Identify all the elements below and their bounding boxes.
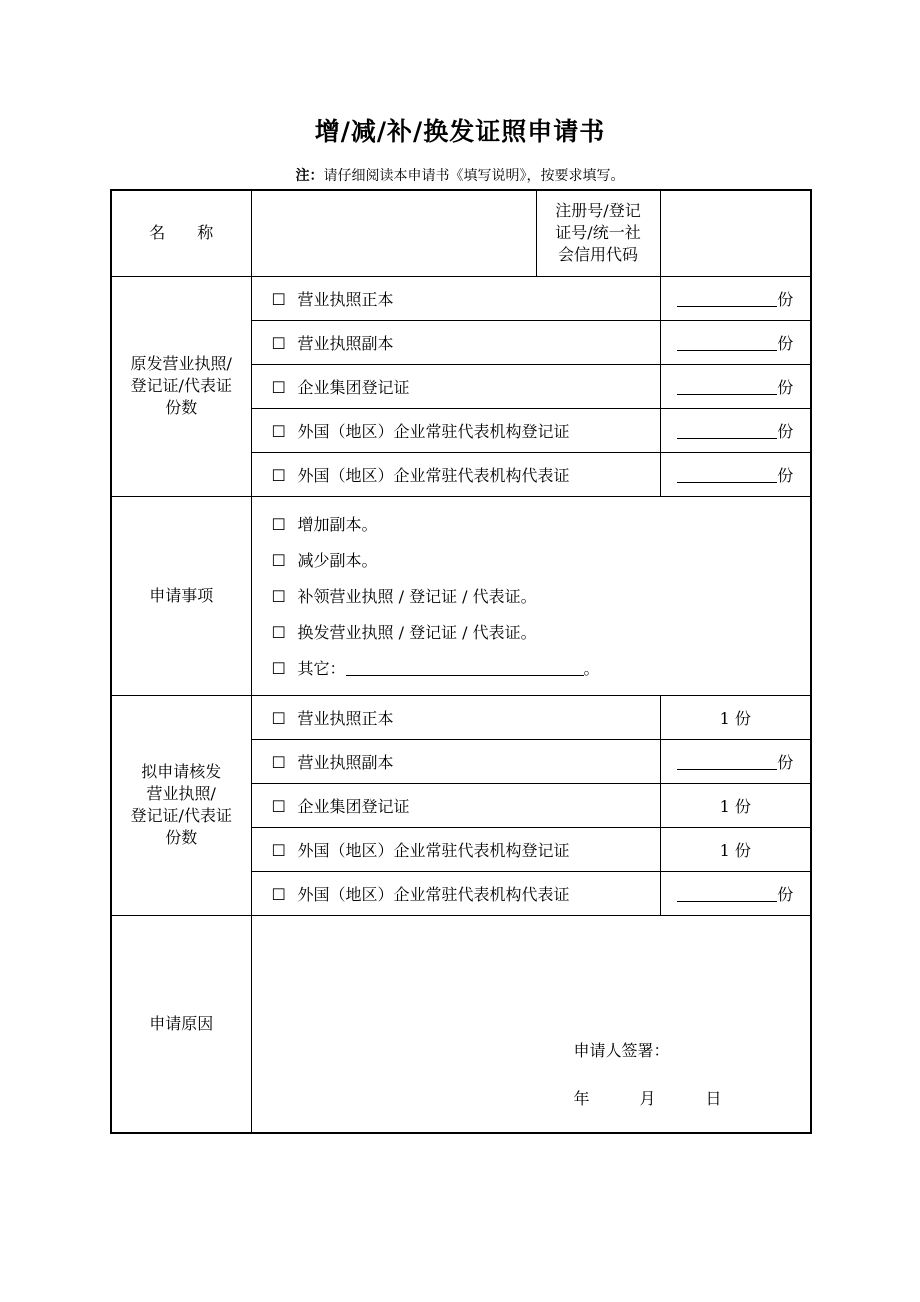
matter-item[interactable]: ☐ 增加副本。	[272, 507, 811, 543]
checkbox-icon[interactable]: ☐	[271, 752, 286, 772]
original-item[interactable]: ☐ 企业集团登记证	[251, 364, 660, 408]
checkbox-icon[interactable]: ☐	[271, 377, 286, 397]
reason-label: 申请原因	[111, 915, 251, 1133]
checkbox-icon[interactable]: ☐	[271, 514, 286, 534]
date-month: 月	[639, 1088, 656, 1108]
note-text: 请仔细阅读本申请书《填写说明》，按要求填写。	[323, 168, 625, 184]
proposed-item[interactable]: ☐ 营业执照副本	[251, 739, 660, 783]
proposed-copies-label: 拟申请核发 营业执照/ 登记证/代表证 份数	[111, 695, 251, 915]
original-copies-field[interactable]: 份	[660, 276, 811, 320]
note-label: 注：	[295, 168, 324, 184]
matters-list	[251, 496, 811, 695]
checkbox-icon[interactable]: ☐	[271, 333, 286, 353]
proposed-item[interactable]: ☐ 外国（地区）企业常驻代表机构代表证	[251, 871, 660, 915]
original-item[interactable]: ☐ 营业执照正本	[251, 276, 660, 320]
matter-item[interactable]: ☐ 减少副本。	[272, 543, 811, 579]
signature-label: 申请人签署：	[573, 1040, 670, 1060]
original-copies-field[interactable]: 份	[660, 320, 811, 364]
original-copies-field[interactable]: 份	[660, 408, 811, 452]
original-item[interactable]: ☐ 外国（地区）企业常驻代表机构代表证	[251, 452, 660, 496]
original-item[interactable]: ☐ 外国（地区）企业常驻代表机构登记证	[251, 408, 660, 452]
checkbox-icon[interactable]: ☐	[271, 289, 286, 309]
original-copies-field[interactable]: 份	[660, 452, 811, 496]
checkbox-icon[interactable]: ☐	[271, 622, 286, 642]
application-form-table	[110, 189, 812, 1134]
date-day: 日	[705, 1088, 722, 1108]
proposed-copies-field[interactable]: 份	[660, 871, 811, 915]
matter-item-other[interactable]: ☐ 其它： 。	[272, 651, 811, 687]
form-note	[0, 165, 920, 185]
proposed-copies: 1 份	[660, 783, 811, 827]
proposed-item[interactable]: ☐ 营业执照正本	[251, 695, 660, 739]
reg-number-label: 注册号/登记 证号/统一社 会信用代码	[536, 190, 660, 276]
matter-item[interactable]: ☐ 补领营业执照 / 登记证 / 代表证。	[272, 579, 811, 615]
original-item[interactable]: ☐ 营业执照副本	[251, 320, 660, 364]
matter-item[interactable]: ☐ 换发营业执照 / 登记证 / 代表证。	[272, 615, 811, 651]
matters-label: 申请事项	[111, 496, 251, 695]
reason-field[interactable]	[251, 915, 811, 1133]
signature-date	[574, 1086, 722, 1109]
proposed-copies: 1 份	[660, 695, 811, 739]
checkbox-icon[interactable]: ☐	[271, 884, 286, 904]
checkbox-icon[interactable]: ☐	[271, 421, 286, 441]
original-copies-label: 原发营业执照/ 登记证/代表证 份数	[111, 276, 251, 496]
date-year: 年	[573, 1088, 590, 1108]
checkbox-icon[interactable]: ☐	[271, 658, 286, 678]
checkbox-icon[interactable]: ☐	[271, 465, 286, 485]
form-title: 增/减/补/换发证照申请书	[314, 117, 606, 146]
checkbox-icon[interactable]: ☐	[271, 586, 286, 606]
name-field[interactable]	[251, 190, 536, 276]
checkbox-icon[interactable]: ☐	[271, 796, 286, 816]
proposed-copies: 1 份	[660, 827, 811, 871]
other-input[interactable]	[346, 659, 584, 676]
reg-number-field[interactable]	[660, 190, 811, 276]
proposed-item[interactable]: ☐ 企业集团登记证	[251, 783, 660, 827]
checkbox-icon[interactable]: ☐	[271, 840, 286, 860]
proposed-item[interactable]: ☐ 外国（地区）企业常驻代表机构登记证	[251, 827, 660, 871]
proposed-copies-field[interactable]: 份	[660, 739, 811, 783]
name-label: 名 称	[111, 190, 251, 276]
checkbox-icon[interactable]: ☐	[271, 708, 286, 728]
original-copies-field[interactable]: 份	[660, 364, 811, 408]
checkbox-icon[interactable]: ☐	[271, 550, 286, 570]
